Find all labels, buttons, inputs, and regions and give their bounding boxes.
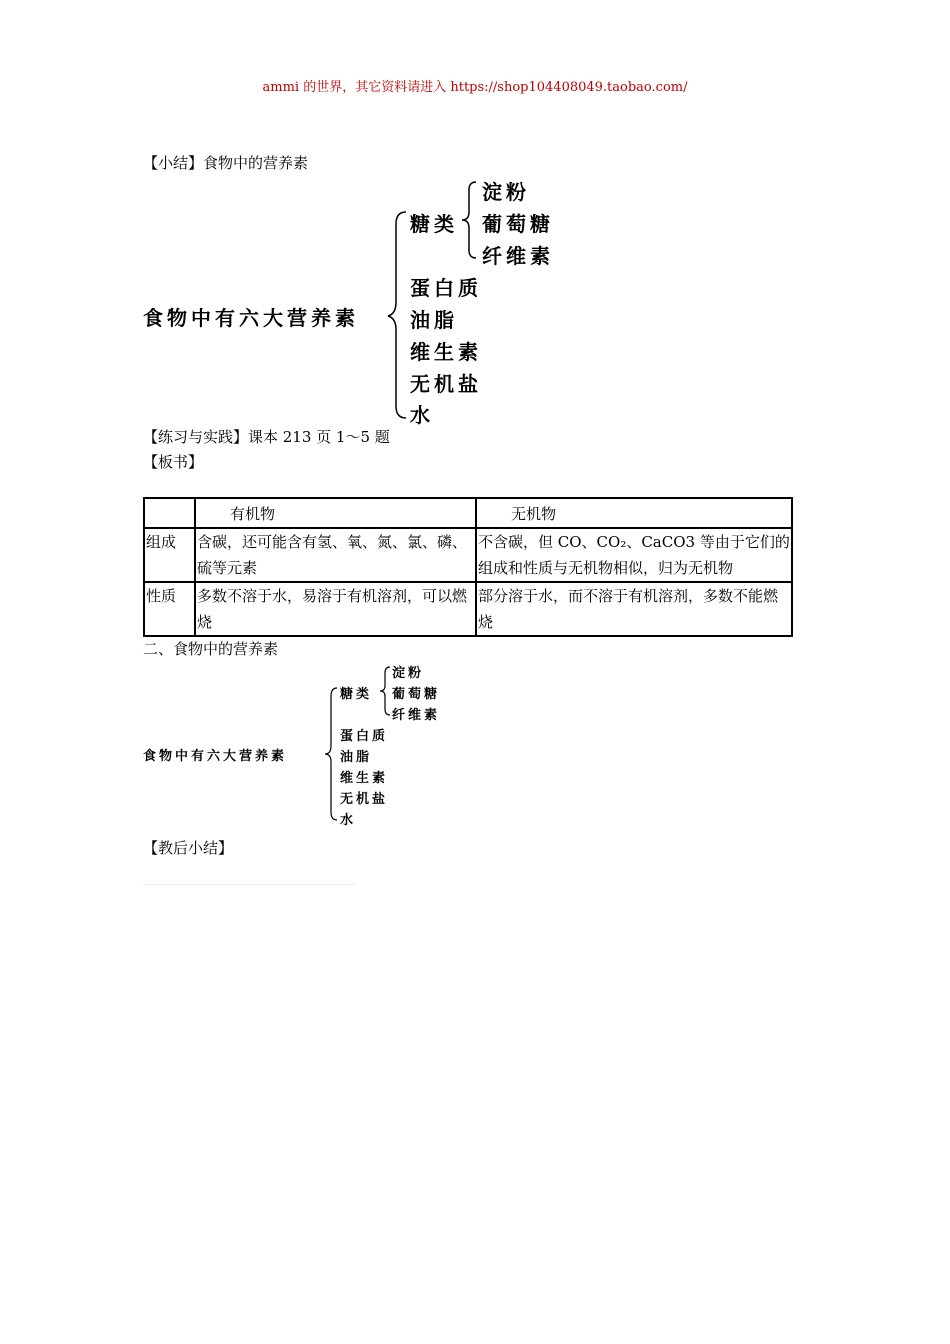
summary-heading: 【小结】食物中的营养素: [143, 154, 309, 172]
tree-item: 无机盐: [410, 372, 482, 396]
comparison-table: [143, 497, 793, 637]
tree-item: 蛋白质: [410, 276, 482, 300]
tree-item: 维生素: [340, 771, 389, 786]
tree-sugar-child: 葡萄糖: [392, 687, 441, 702]
organic-cell: 多数不溶于水，易溶于有机溶剂，可以燃烧: [195, 582, 476, 636]
after-class-heading: 【教后小结】: [143, 839, 234, 857]
tree-item: 水: [340, 813, 357, 828]
page-header: ammi 的世界，其它资料请进入 https://shop104408049.taobao.com/: [262, 80, 688, 95]
table-header-cell: [144, 498, 195, 528]
tree-item: 油脂: [340, 750, 373, 765]
table-header-cell: 有机物: [195, 498, 476, 528]
sugar-brace: [380, 665, 392, 717]
tree-item: 水: [410, 403, 434, 427]
tree-sugar-child: 纤维素: [392, 708, 441, 723]
tree-item: 油脂: [410, 308, 458, 332]
table-row: [144, 582, 792, 636]
inorganic-cell: 部分溶于水，而不溶于有机溶剂，多数不能燃烧: [476, 582, 792, 636]
tree-sugar: 糖类: [340, 687, 373, 702]
faint-divider: [143, 884, 355, 885]
practice-line: 【练习与实践】课本 213 页 1～5 题: [143, 428, 390, 446]
table-header-row: [144, 498, 792, 528]
organic-cell: 含碳，还可能含有氢、氧、氮、氯、磷、硫等元素: [195, 528, 476, 582]
tree-sugar-child: 淀粉: [392, 666, 425, 681]
inorganic-cell: 不含碳，但 CO、CO₂、CaCO3 等由于它们的组成和性质与无机物相似，归为无机物: [476, 528, 792, 582]
tree-root: 食物中有六大营养素: [143, 306, 359, 330]
row-label: 组成: [144, 528, 195, 582]
tree-item: 蛋白质: [340, 729, 389, 744]
row-label: 性质: [144, 582, 195, 636]
table-header-cell: 无机物: [476, 498, 792, 528]
main-brace: [388, 210, 408, 420]
tree-item: 维生素: [410, 340, 482, 364]
board-heading: 【板书】: [143, 453, 204, 471]
main-brace: [325, 686, 339, 822]
tree-sugar: 糖类: [410, 212, 458, 236]
tree-sugar-child: 纤维素: [482, 244, 554, 268]
sugar-brace: [462, 180, 478, 260]
tree-item: 无机盐: [340, 792, 389, 807]
tree-sugar-child: 葡萄糖: [482, 212, 554, 236]
section-two-heading: 二、食物中的营养素: [143, 640, 279, 658]
tree-root: 食物中有六大营养素: [143, 749, 288, 764]
tree-sugar-child: 淀粉: [482, 180, 530, 204]
table-row: [144, 528, 792, 582]
